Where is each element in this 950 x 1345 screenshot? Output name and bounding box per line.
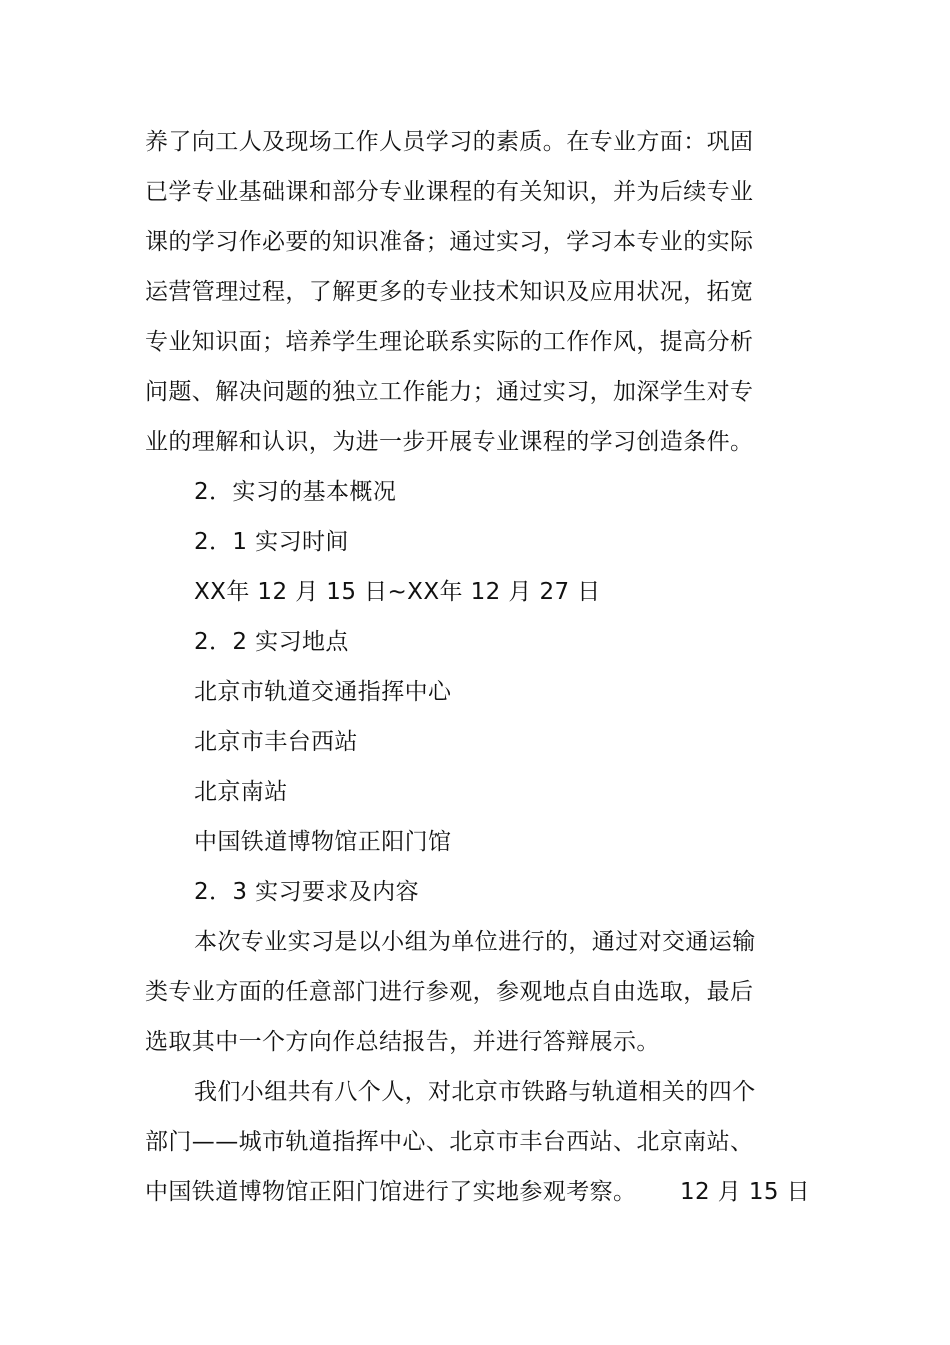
paragraph-line: 养了向工人及现场工作人员学习的素质。在专业方面：巩固 — [145, 129, 754, 155]
paragraph-line: 运营管理过程，了解更多的专业技术知识及应用状况，拓宽 — [145, 279, 754, 305]
subsection-heading: 2．2 实习地点 — [194, 629, 349, 655]
paragraph-line: 选取其中一个方向作总结报告，并进行答辩展示。 — [145, 1029, 660, 1055]
subsection-heading: 2．3 实习要求及内容 — [194, 879, 419, 905]
paragraph-line: 我们小组共有八个人，对北京市铁路与轨道相关的四个 — [194, 1079, 756, 1105]
paragraph-line: 部门——城市轨道指挥中心、北京市丰台西站、北京南站、 — [145, 1129, 754, 1155]
trailing-date: 12 月 15 日 — [680, 1179, 811, 1205]
paragraph-line: 本次专业实习是以小组为单位进行的，通过对交通运输 — [194, 929, 756, 955]
date-range: XX年 12 月 15 日~XX年 12 月 27 日 — [194, 579, 601, 605]
location-item: 中国铁道博物馆正阳门馆 — [194, 829, 452, 855]
paragraph-line: 课的学习作必要的知识准备；通过实习，学习本专业的实际 — [145, 229, 754, 255]
paragraph-line: 专业知识面；培养学生理论联系实际的工作作风，提高分析 — [145, 329, 754, 355]
location-item: 北京市轨道交通指挥中心 — [194, 679, 452, 705]
paragraph-line: 已学专业基础课和部分专业课程的有关知识，并为后续专业 — [145, 179, 754, 205]
location-item: 北京南站 — [194, 779, 288, 805]
paragraph-line: 业的理解和认识，为进一步开展专业课程的学习创造条件。 — [145, 429, 754, 455]
paragraph-line: 问题、解决问题的独立工作能力；通过实习，加深学生对专 — [145, 379, 754, 405]
paragraph-line: 类专业方面的任意部门进行参观，参观地点自由选取，最后 — [145, 979, 754, 1005]
location-item: 北京市丰台西站 — [194, 729, 358, 755]
paragraph-line: 中国铁道博物馆正阳门馆进行了实地参观考察。 — [145, 1179, 637, 1205]
subsection-heading: 2．1 实习时间 — [194, 529, 349, 555]
section-heading: 2．实习的基本概况 — [194, 479, 397, 505]
